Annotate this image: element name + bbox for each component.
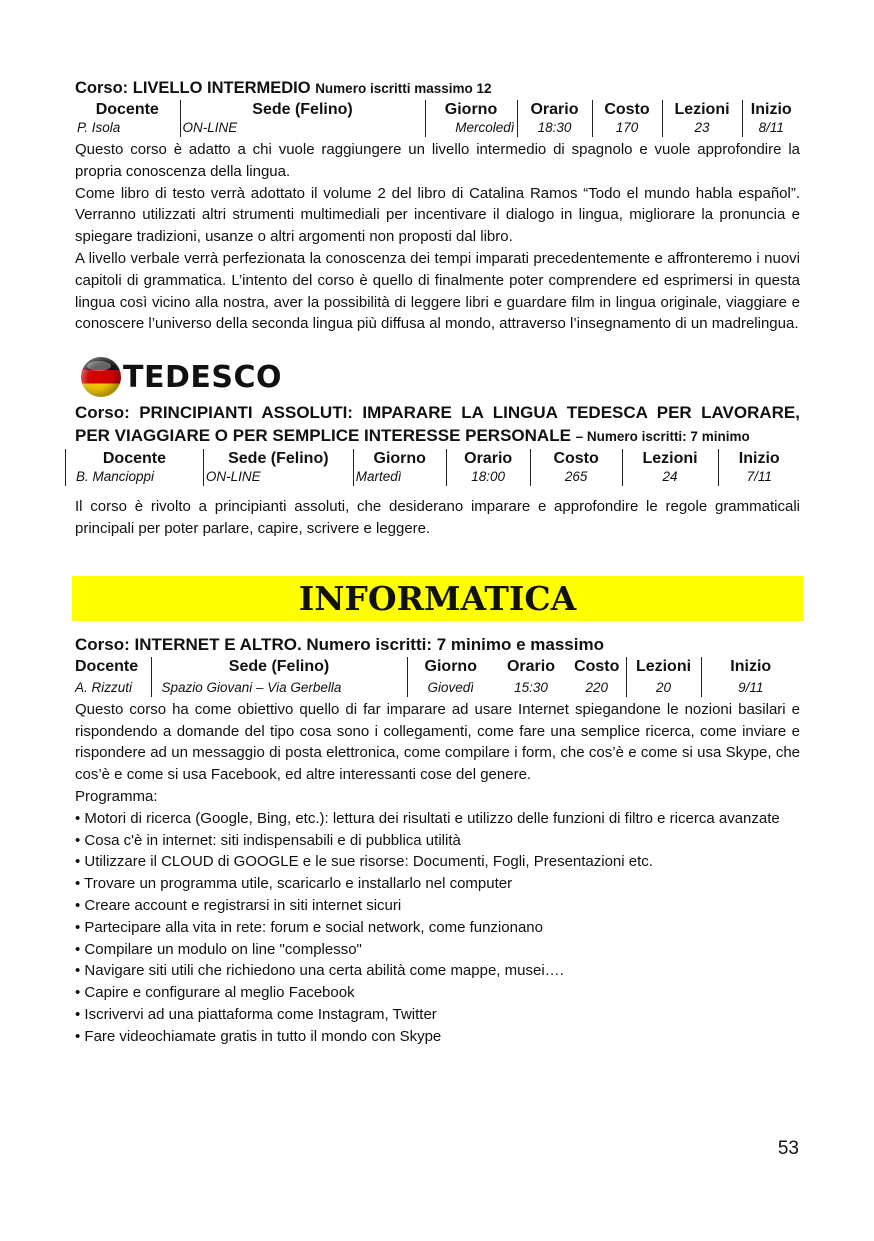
course-enrolment-note: – Numero iscritti: 7 minimo	[575, 429, 750, 445]
cell-docente: B. Mancioppi	[66, 468, 204, 486]
course-info-table	[75, 100, 800, 137]
header-docente: Docente	[75, 657, 151, 676]
document-page	[75, 78, 800, 1048]
cell-lezioni: 23	[662, 119, 742, 137]
list-item: • Trovare un programma utile, scaricarlo e installarlo nel computer	[75, 875, 513, 893]
course-description: A livello verbale verrà perfezionata la conoscenza dei tempi imparati precedentemente e affronteremo i nuovi capitoli di grammatica. L’intento del corso è quello di finalmente poter comprendere ed esprimersi in questa lingua così vicino alla nostra, aver la possibilità di leggere libri e guardare film in lingua originale, viaggiare e conoscere l’universo della seconda lingua più diffusa al mondo, attraverso l’insegnamento di un madrelingua.	[75, 249, 800, 333]
section-german	[75, 353, 800, 540]
cell-costo: 220	[568, 676, 626, 697]
cell-costo: 170	[592, 119, 662, 137]
page-number: 53	[777, 1138, 799, 1159]
list-item: • Fare videochiamate gratis in tutto il mondo con Skype	[75, 1027, 442, 1045]
table-row	[75, 119, 800, 137]
header-inizio: Inizio	[718, 449, 800, 468]
list-item: • Compilare un modulo on line "complesso"	[75, 940, 362, 958]
header-inizio: Inizio	[701, 657, 800, 676]
list-item: • Capire e configurare al meglio Facebook	[75, 984, 355, 1002]
header-sede: Sede (Felino)	[180, 100, 425, 119]
cell-giorno: Giovedì	[407, 676, 494, 697]
header-orario: Orario	[506, 657, 555, 675]
cell-orario: 18:30	[517, 119, 592, 137]
section-spanish-intermediate	[75, 78, 800, 335]
header-costo: Costo	[530, 449, 622, 468]
cell-sede: Spazio Giovani – Via Gerbella	[151, 676, 407, 697]
header-orario: Orario	[517, 100, 592, 119]
list-item: • Cosa c'è in internet: siti indispensabili e di pubblica utilità	[75, 831, 461, 849]
table-header-row	[75, 657, 800, 676]
header-costo: Costo	[592, 100, 662, 119]
header-giorno: Giorno	[353, 449, 446, 468]
cell-orario: 15:30	[514, 679, 548, 695]
course-description: Questo corso è adatto a chi vuole raggiungere un livello intermedio di spagnolo e vuole approfondire la propria conoscenza della lingua.	[75, 141, 800, 180]
header-docente: Docente	[66, 449, 204, 468]
header-costo: Costo	[568, 657, 626, 676]
course-description: Il corso è rivolto a principianti assoluti, che desiderano imparare e approfondire le regole grammaticali principali per poter parlare, capire, scrivere e leggere.	[75, 498, 800, 537]
course-description: Questo corso ha come obiettivo quello di far imparare ad usare Internet spiegandone le nozioni basilari e rispondendo a domande del tipo cosa sono i collegamenti, come fare una semplice ricerca, come inviare e rispondere ad un messaggio di posta elettronica, come compilare i form, che cos’è e come si usa Skype, che cos’è e come si usa Facebook, ed altre interessanti cose del genere.	[75, 700, 800, 784]
header-sede: Sede (Felino)	[203, 449, 353, 468]
cell-inizio: 7/11	[718, 468, 800, 486]
cell-lezioni: 24	[622, 468, 718, 486]
programma-list	[75, 808, 800, 1048]
language-name: TEDESCO	[123, 359, 282, 395]
list-item: • Navigare siti utili che richiedono una certa abilità come mappe, musei….	[75, 962, 564, 980]
header-inizio: Inizio	[742, 100, 800, 119]
list-item: • Motori di ricerca (Google, Bing, etc.): lettura dei risultati e utilizzo delle funzioni di filtro e ricerca avanzate	[75, 809, 780, 827]
header-orario: Orario	[446, 449, 530, 468]
course-title	[75, 78, 800, 99]
header-lezioni: Lezioni	[662, 100, 742, 119]
cell-costo: 265	[530, 468, 622, 486]
list-item: • Creare account e registrarsi in siti internet sicuri	[75, 896, 402, 914]
cell-sede: ON-LINE	[180, 119, 425, 137]
table-header-row	[75, 100, 800, 119]
section-banner: INFORMATICA	[72, 576, 803, 621]
course-description: Come libro di testo verrà adottato il volume 2 del libro di Catalina Ramos “Todo el mundo habla español”. Verranno utilizzati altri strumenti multimediali per incentivare il dialogo in lingua, migliorare la pronuncia e spiegare tradizioni, usanze o altri argomenti non proposti dal libro.	[75, 184, 800, 246]
cell-docente: A. Rizzuti	[75, 676, 151, 697]
programma-label: Programma:	[75, 787, 158, 805]
list-item: • Iscrivervi ad una piattaforma come Instagram, Twitter	[75, 1005, 437, 1023]
header-giorno: Giorno	[425, 100, 517, 119]
course-title-text: Corso: LIVELLO INTERMEDIO	[75, 79, 311, 97]
course-enrolment-note: Numero iscritti massimo 12	[315, 81, 492, 96]
header-lezioni: Lezioni	[622, 449, 718, 468]
germany-flag-icon	[81, 357, 121, 397]
header-giorno: Giorno	[407, 657, 494, 676]
cell-inizio: 8/11	[742, 119, 800, 137]
list-item: • Partecipare alla vita in rete: forum e social network, come funzionano	[75, 918, 543, 936]
section-informatica	[75, 576, 800, 1048]
course-info-table	[75, 657, 800, 697]
course-title: Corso: INTERNET E ALTRO. Numero iscritti: 7 minimo e massimo	[75, 634, 604, 654]
cell-docente: P. Isola	[75, 119, 180, 137]
course-info-table	[65, 449, 800, 486]
cell-sede: ON-LINE	[203, 468, 353, 486]
header-lezioni: Lezioni	[626, 657, 701, 676]
header-sede: Sede (Felino)	[151, 657, 407, 676]
cell-lezioni: 20	[626, 676, 701, 697]
table-header-row	[66, 449, 801, 468]
course-title-text: Corso: PRINCIPIANTI ASSOLUTI: IMPARARE LA LINGUA TEDESCA PER LAVORARE, PER VIAGGIARE O PER SEMPLICE INTERESSE PERSONALE	[75, 403, 800, 446]
course-title	[75, 401, 800, 448]
cell-orario: 18:00	[446, 468, 530, 486]
language-heading	[75, 353, 800, 401]
cell-giorno: Martedì	[353, 468, 446, 486]
cell-giorno: Mercoledì	[425, 119, 517, 137]
cell-inizio: 9/11	[701, 676, 800, 697]
table-row	[75, 676, 800, 697]
list-item: • Utilizzare il CLOUD di GOOGLE e le sue risorse: Documenti, Fogli, Presentazioni etc.	[75, 853, 653, 871]
header-docente: Docente	[75, 100, 180, 119]
table-row	[66, 468, 801, 486]
